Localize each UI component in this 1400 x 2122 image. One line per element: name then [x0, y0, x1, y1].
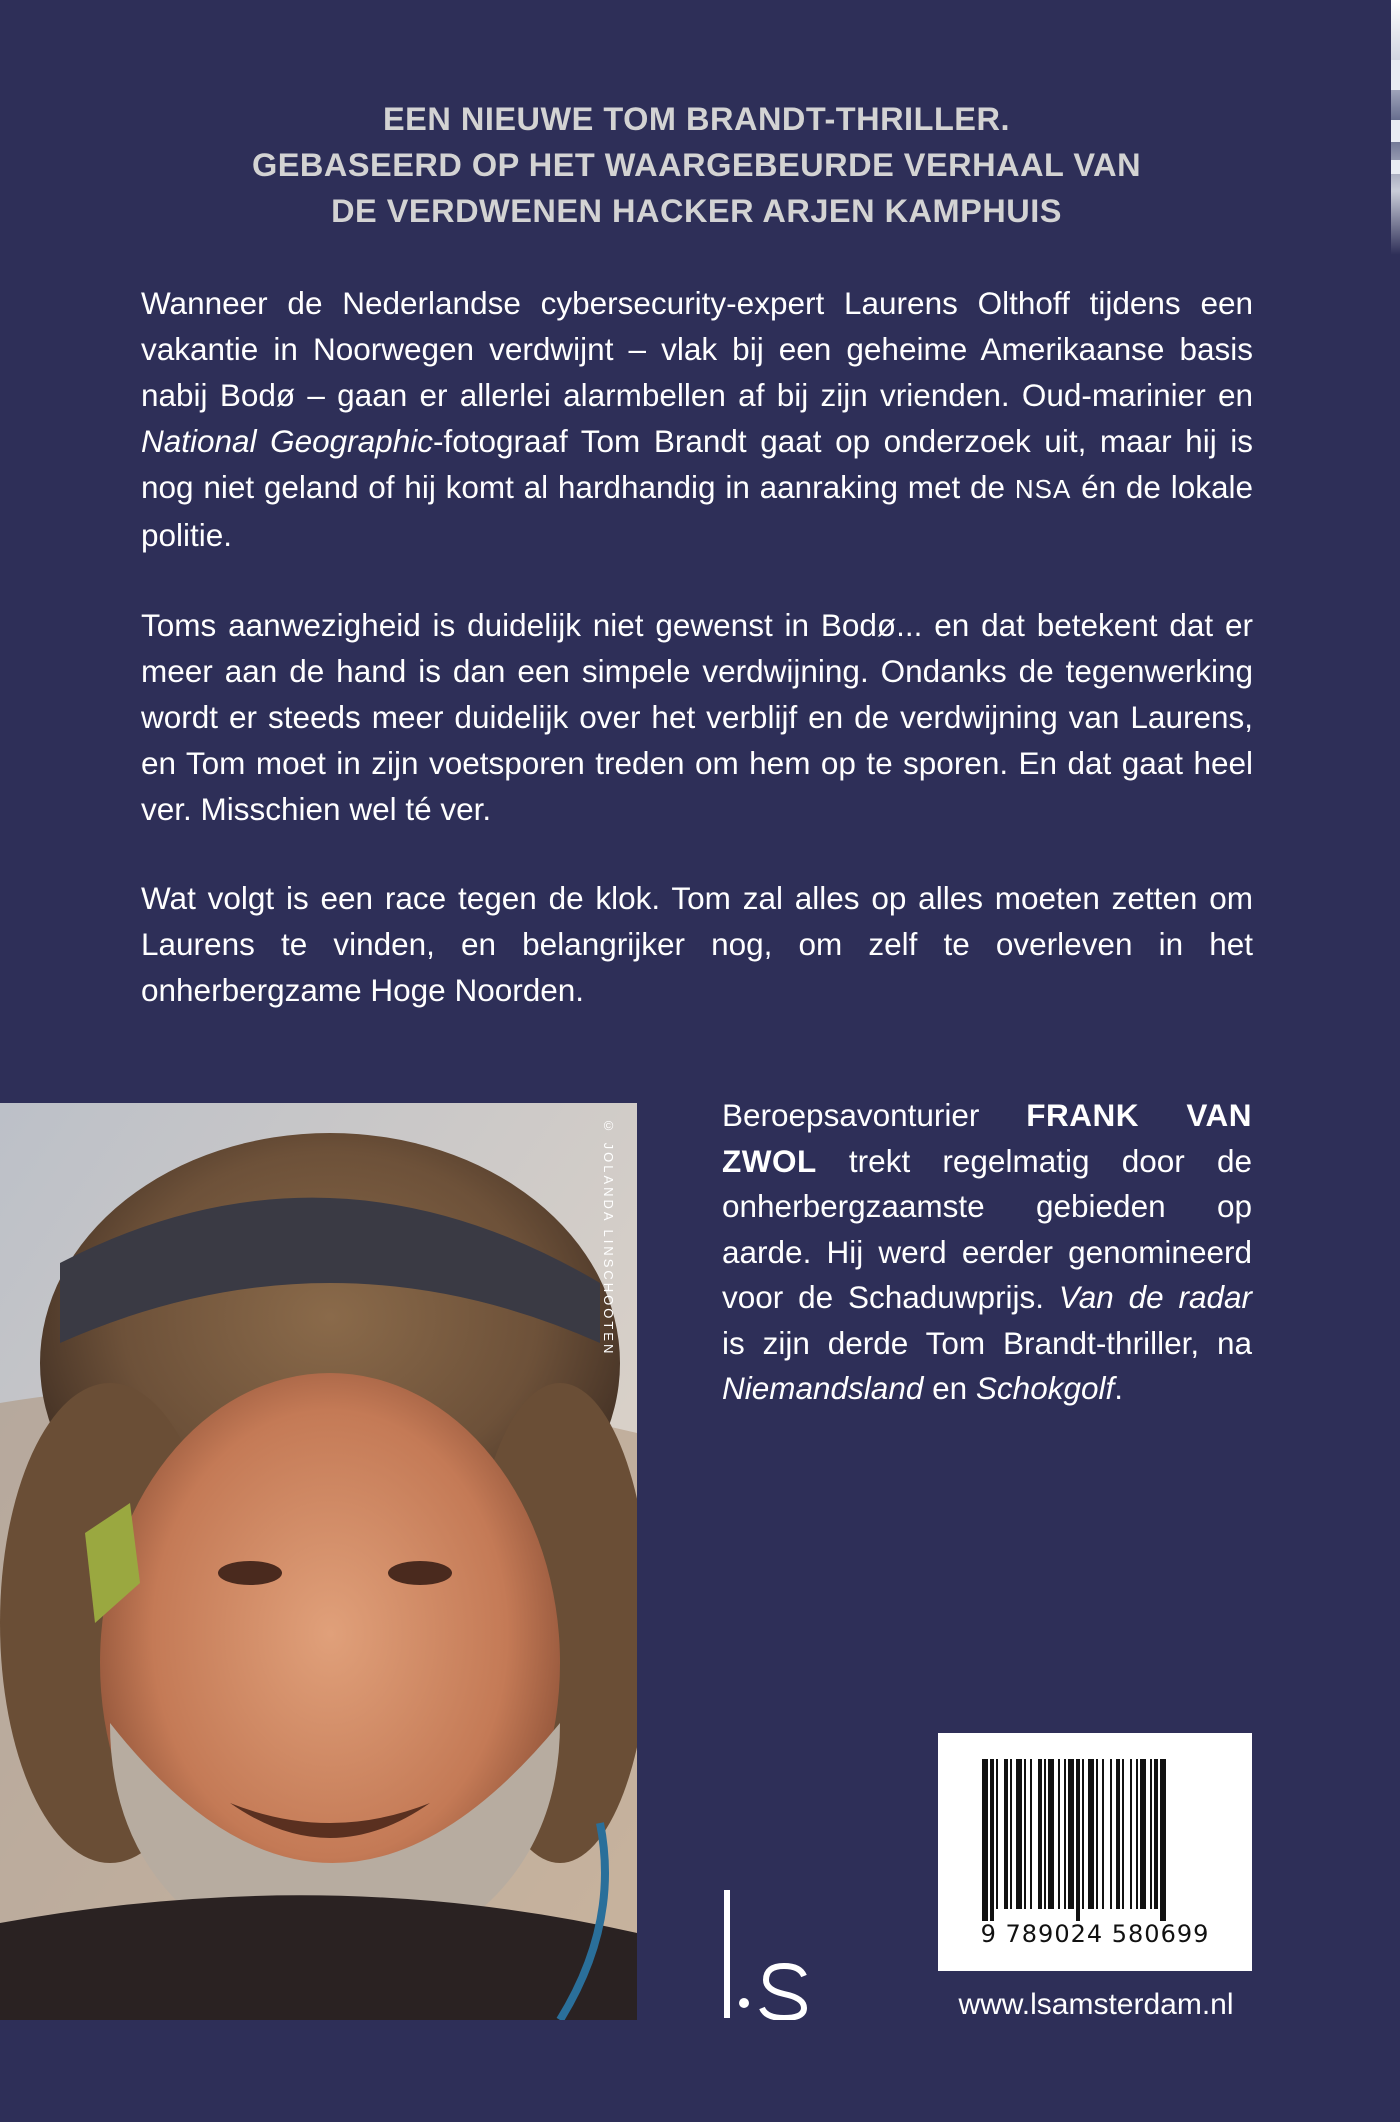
barcode-bar	[982, 1759, 988, 1921]
barcode-bar	[1150, 1759, 1152, 1909]
author-photo	[0, 1103, 637, 2020]
blurb-p1-part-a: Wanneer de Nederlandse cybersecurity-expert Laurens Olthoff tijdens een vakantie in Noorwegen verdwijnt – vlak bij een geheime Amerikaanse basis nabij Bodø – gaan er allerlei alarmbellen af bij zijn vrienden. Oud-marinier en	[141, 285, 1253, 413]
barcode-bar	[990, 1759, 994, 1921]
barcode-bar	[1058, 1759, 1060, 1909]
book-title-current: Van de radar	[1058, 1279, 1252, 1315]
blurb-p1-part-b: -fotograaf Tom Brandt gaat op onderzoek uit, maar hij is nog niet geland of hij komt al hardhandig in aanraking met de	[141, 423, 1253, 505]
blurb-p1-nsa: NSA	[1014, 474, 1072, 504]
photo-credit: © JOLANDA LINSCHOOTEN	[601, 1118, 616, 1357]
barcode	[938, 1733, 1252, 1971]
blurb-paragraph-3	[141, 875, 1253, 1013]
barcode-bar	[1130, 1759, 1132, 1909]
author-intro: Beroepsavonturier	[722, 1097, 1027, 1133]
publisher-website: www.lsamsterdam.nl	[958, 1988, 1234, 2021]
blurb-paragraph-2	[141, 602, 1253, 832]
barcode-bar	[996, 1759, 998, 1909]
author-text-a: trekt regelmatig door de onherbergzaamste gebieden op aarde. Hij werd eerder genomineerd voor de Schaduwprijs.	[722, 1142, 1252, 1315]
author-bio	[722, 1093, 1252, 1412]
blurb-p3-text: Wat volgt is een race tegen de klok. Tom zal alles op alles moeten zetten om Laurens te vinden, en belangrijker nog, om zelf te overleven in het onherbergzame Hoge Noorden.	[141, 880, 1253, 1008]
barcode-bar	[1096, 1759, 1098, 1909]
barcode-bar	[1016, 1759, 1022, 1909]
barcode-bar	[1076, 1759, 1080, 1921]
cover-edge-strip	[1391, 0, 1400, 2122]
author-portrait-illustration	[0, 1103, 637, 2020]
barcode-bar	[1160, 1759, 1166, 1921]
barcode-bar	[1140, 1759, 1146, 1909]
barcode-bar	[1088, 1759, 1094, 1909]
isbn-number: 9 789024 580699	[980, 1920, 1210, 1948]
publisher-logo	[722, 1890, 814, 2020]
barcode-bar	[1116, 1759, 1120, 1909]
barcode-bar	[1010, 1759, 1012, 1909]
barcode-bar	[1136, 1759, 1138, 1909]
blurb-p1-italic: National Geographic	[141, 423, 433, 459]
blurb-p2-text: Toms aanwezigheid is duidelijk niet gewenst in Bodø... en dat betekent dat er meer aan de hand is dan een simpele verdwijning. Ondanks de tegenwerking wordt er steeds meer duidelijk over het verblijf en de verdwijning van Laurens, en Tom moet in zijn voetsporen treden om hem op te sporen. En dat gaat heel ver. Misschien wel té ver.	[141, 607, 1253, 827]
barcode-bar	[1048, 1759, 1054, 1909]
book-title-schokgolf: Schokgolf	[975, 1370, 1115, 1406]
headline-line-3: DE VERDWENEN HACKER ARJEN KAMPHUIS	[331, 193, 1062, 229]
barcode-bar	[1004, 1759, 1008, 1909]
author-name: FRANK VAN ZWOL	[722, 1097, 1252, 1179]
barcode-bar	[1110, 1759, 1112, 1909]
headline	[140, 96, 1253, 234]
barcode-bar	[1044, 1759, 1046, 1909]
barcode-bar	[1082, 1759, 1084, 1909]
barcode-bar	[1154, 1759, 1158, 1909]
blurb-p1-part-c: én de lokale politie.	[141, 469, 1253, 553]
barcode-bar	[1102, 1759, 1104, 1909]
author-text-d: .	[1114, 1370, 1124, 1406]
barcode-bar	[1038, 1759, 1042, 1909]
barcode-bar	[1068, 1759, 1074, 1909]
headline-line-1: EEN NIEUWE TOM BRANDT-THRILLER.	[383, 101, 1010, 137]
book-title-niemandsland: Niemandsland	[722, 1370, 924, 1406]
headline-line-2: GEBASEERD OP HET WAARGEBEURDE VERHAAL VAN	[251, 147, 1142, 183]
author-text-b: is zijn derde Tom Brandt-thriller, na	[722, 1324, 1252, 1361]
barcode-bar	[1064, 1759, 1066, 1909]
barcode-bar	[1030, 1759, 1032, 1909]
barcode-bar	[1122, 1759, 1124, 1909]
blurb-paragraph-1	[141, 280, 1253, 558]
barcode-bar	[1024, 1759, 1026, 1909]
author-text-c: en	[923, 1370, 976, 1406]
